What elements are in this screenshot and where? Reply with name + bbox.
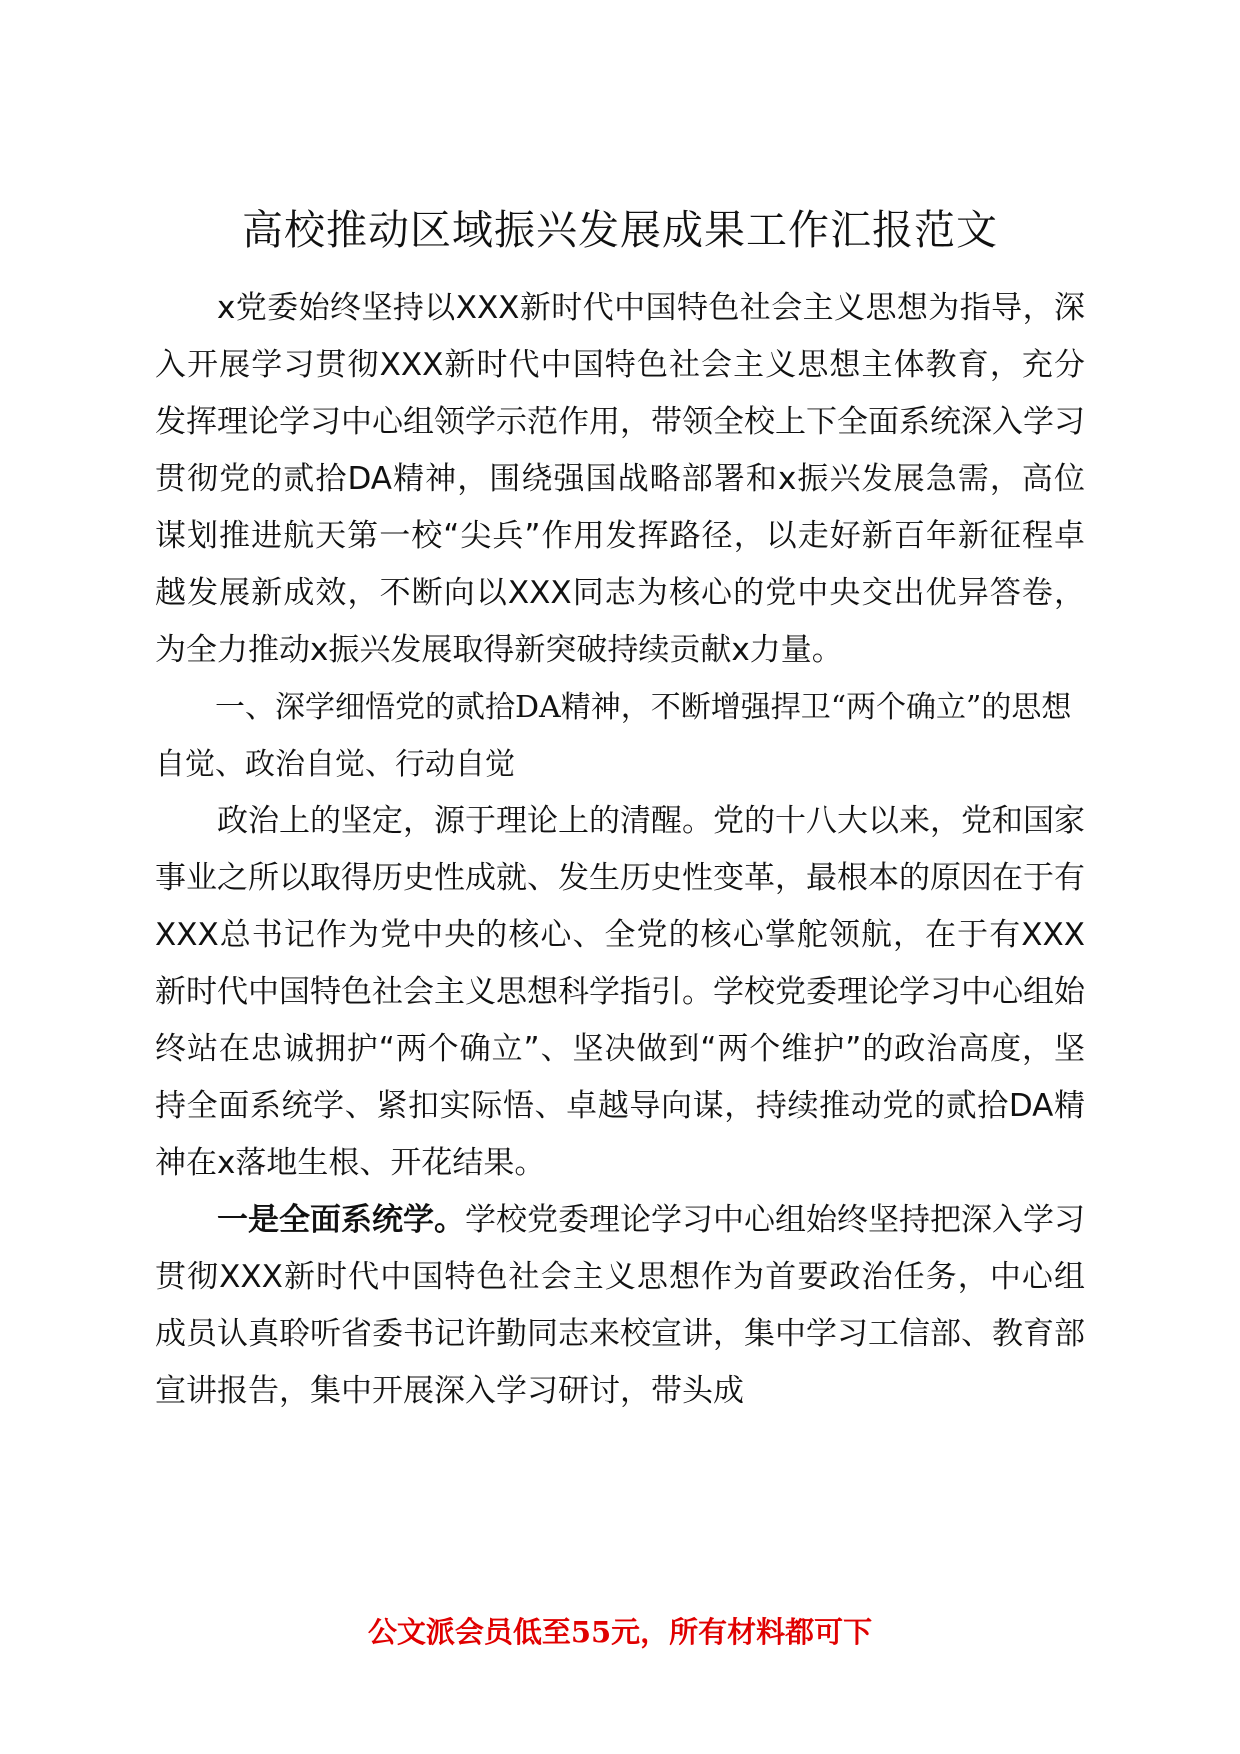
promo-banner: 公文派会员低至55元，所有材料都可下 <box>367 1615 873 1649</box>
point-1-lead: 一是全面系统学。 <box>217 1202 465 1238</box>
section-1-body: 政治上的坚定，源于理论上的清醒。党的十八大以来，党和国家事业之所以取得历史性成就、发生历史性变革，最根本的原因在于有XXX总书记作为党中央的核心、全党的核心掌舵领航，在于有XXX新时代中国特色社会主义思想科学指引。学校党委理论学习中心组始终站在忠诚拥护“两个确立”、坚决做到“两个维护”的政治高度，坚持全面系统学、紧扣实际悟、卓越导向谋，持续推动党的贰拾DA精神在x落地生根、开花结果。 <box>155 803 1085 1181</box>
document-title: 高校推动区域振兴发展成果工作汇报范文 <box>242 206 998 254</box>
point-1-paragraph <box>155 1192 1085 1420</box>
point-1-body: 学校党委理论学习中心组始终坚持把深入学习贯彻XXX新时代中国特色社会主义思想作为首要政治任务，中心组成员认真聆听省委书记许勤同志来校宣讲，集中学习工信部、教育部宣讲报告，集中开展深入学习研讨，带头成 <box>155 1202 1085 1409</box>
section-1-heading: 一、深学细悟党的贰拾DA精神，不断增强捍卫“两个确立”的思想自觉、政治自觉、行动自觉 <box>155 690 1072 782</box>
intro-paragraph: x党委始终坚持以XXX新时代中国特色社会主义思想为指导，深入开展学习贯彻XXX新时代中国特色社会主义思想主体教育，充分发挥理论学习中心组领学示范作用，带领全校上下全面系统深入学习贯彻党的贰拾DA精神，围绕强国战略部署和x振兴发展急需，高位谋划推进航天第一校“尖兵”作用发挥路径，以走好新百年新征程卓越发展新成效，不断向以XXX同志为核心的党中央交出优异答卷，为全力推动x振兴发展取得新突破持续贡献x力量。 <box>155 290 1085 668</box>
document-body <box>155 280 1085 1420</box>
